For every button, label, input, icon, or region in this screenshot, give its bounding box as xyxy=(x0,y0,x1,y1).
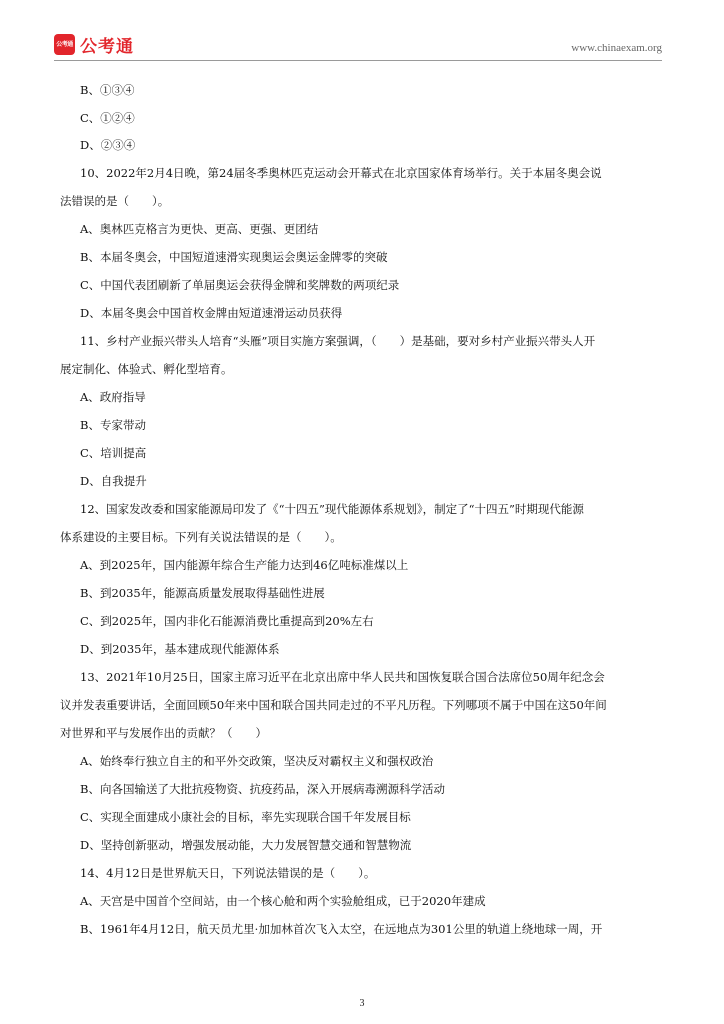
option-d-q10: D、本届冬奥会中国首枚金牌由短道速滑运动员获得 xyxy=(80,306,343,320)
question-13-line2: 议并发表重要讲话，全面回顾50年来中国和联合国共同走过的不平凡历程。下列哪项不属于中国在这50年间 xyxy=(60,698,607,712)
option-a-q13: A、始终奉行独立自主的和平外交政策，坚决反对霸权主义和强权政治 xyxy=(80,754,434,768)
option-c-q11: C、培训提高 xyxy=(80,446,147,460)
option-a-q12: A、到2025年，国内能源年综合生产能力达到46亿吨标准煤以上 xyxy=(80,558,409,572)
page-header xyxy=(54,30,662,62)
option-c-q12: C、到2025年，国内非化石能源消费比重提高到20%左右 xyxy=(80,614,374,628)
question-13-line3: 对世界和平与发展作出的贡献？（ ） xyxy=(60,726,267,740)
option-c-q9: C、①②④ xyxy=(80,111,135,125)
option-c-q10: C、中国代表团刷新了单届奥运会获得金牌和奖牌数的两项纪录 xyxy=(80,278,400,292)
question-10-line2: 法错误的是（ ）。 xyxy=(60,194,170,208)
logo-text: 公考通 xyxy=(80,36,134,57)
option-d-q11: D、自我提升 xyxy=(80,474,147,488)
option-d-q12: D、到2035年，基本建成现代能源体系 xyxy=(80,642,280,656)
option-b-q10: B、本届冬奥会，中国短道速滑实现奥运会奥运金牌零的突破 xyxy=(80,250,388,264)
option-b-q12: B、到2035年，能源高质量发展取得基础性进展 xyxy=(80,586,325,600)
option-b-q9: B、①③④ xyxy=(80,83,135,97)
option-b-q14: B、1961年4月12日，航天员尤里·加加林首次飞入太空，在远地点为301公里的轨道上绕地球一周，开 xyxy=(80,922,603,936)
logo xyxy=(54,33,134,55)
question-11-line2: 展定制化、体验式、孵化型培育。 xyxy=(60,362,233,376)
option-a-q14: A、天宫是中国首个空间站，由一个核心舱和两个实验舱组成，已于2020年建成 xyxy=(80,894,486,908)
option-c-q13: C、实现全面建成小康社会的目标，率先实现联合国千年发展目标 xyxy=(80,810,411,824)
page-number: 3 xyxy=(359,998,365,1009)
option-b-q13: B、向各国输送了大批抗疫物资、抗疫药品，深入开展病毒溯源科学活动 xyxy=(80,782,445,796)
question-13-line1: 13、2021年10月25日，国家主席习近平在北京出席中华人民共和国恢复联合国合法席位50周年纪念会 xyxy=(80,670,605,684)
question-12-line2: 体系建设的主要目标。下列有关说法错误的是（ ）。 xyxy=(60,530,342,544)
site-url: www.chinaexam.org xyxy=(571,42,662,54)
header-divider xyxy=(54,60,662,61)
option-d-q9: D、②③④ xyxy=(80,138,136,152)
question-10-line1: 10、2022年2月4日晚，第24届冬季奥林匹克运动会开幕式在北京国家体育场举行。关于本届冬奥会说 xyxy=(80,166,602,180)
option-d-q13: D、坚持创新驱动，增强发展动能，大力发展智慧交通和智慧物流 xyxy=(80,838,412,852)
option-a-q10: A、奥林匹克格言为更快、更高、更强、更团结 xyxy=(80,222,319,236)
option-b-q11: B、专家带动 xyxy=(80,418,146,432)
question-11-line1: 11、乡村产业振兴带头人培育“头雁”项目实施方案强调，（ ）是基础，要对乡村产业振兴带头人开 xyxy=(80,334,596,348)
logo-badge-icon: 公考通 xyxy=(54,34,75,55)
question-14-line1: 14、4月12日是世界航天日，下列说法错误的是（ ）。 xyxy=(80,866,376,880)
question-12-line1: 12、国家发改委和国家能源局印发了《“十四五”现代能源体系规划》，制定了“十四五”时期现代能源 xyxy=(80,502,584,516)
option-a-q11: A、政府指导 xyxy=(80,390,146,404)
